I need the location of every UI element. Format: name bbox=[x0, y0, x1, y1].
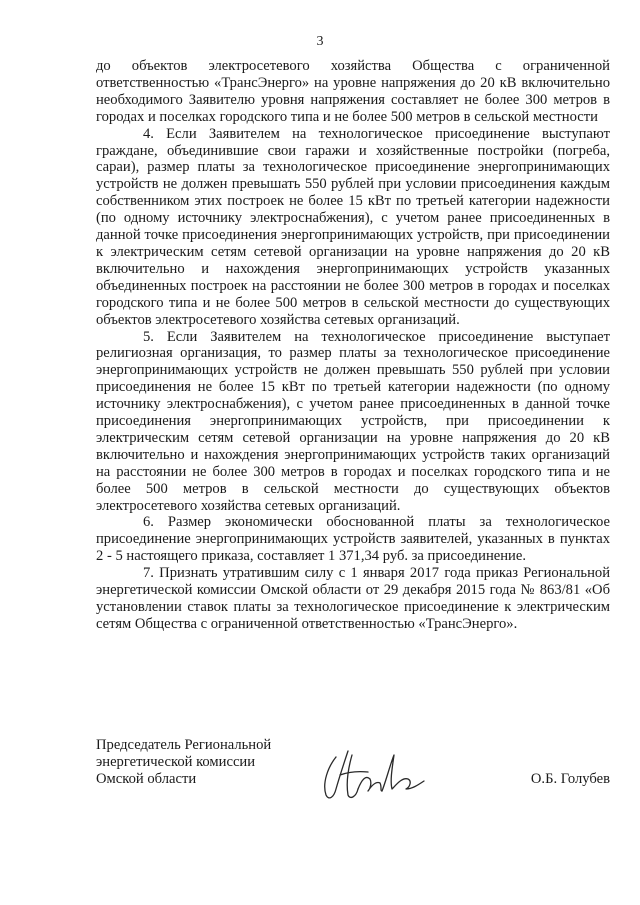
paragraph-5: 5. Если Заявителем на технологическое присоединение выступает религиозная организация, то размер платы за технологическое присоединение энергопринимающих устройств не должен превышать 550 рублей при условии присоединения не более 15 кВт по третьей категории надежности (по одному источнику электроснабжения), с учетом ранее присоединенных в данной точке присоединения энергопринимающих устройств, при присоединении к электрическим сетям сетевой организации на уровне напряжения до 20 кВ включительно и нахождения энергопринимающих устройств таких организаций на расстоянии не более 300 метров в городах и поселках городского типа и не более 500 метров в сельской местности до существующих объектов электросетевого хозяйства сетевых организаций. bbox=[96, 328, 610, 514]
signature-block bbox=[96, 737, 610, 817]
paragraph-6: 6. Размер экономически обоснованной платы за технологическое присоединение энергопринимающих устройств заявителей, указанных в пунктах 2 - 5 настоящего приказа, составляет 1 371,34 руб. за присоединение. bbox=[96, 514, 610, 565]
signer-title bbox=[96, 737, 316, 788]
page-number: 3 bbox=[316, 34, 324, 49]
signer-title-line: энергетической комиссии bbox=[96, 753, 256, 770]
signer-title-line: Председатель Региональной bbox=[96, 737, 272, 753]
document-body bbox=[96, 58, 610, 633]
paragraph-4: 4. Если Заявителем на технологическое присоединение выступают граждане, объединившие свои гаражи и хозяйственные постройки (погреба, сараи), размер платы за технологическое присоединение энергопринимающих устройств не должен превышать 550 рублей при условии присоединения каждым собственником этих построек не более 15 кВт по третьей категории надежности (по одному источнику электроснабжения), с учетом ранее присоединенных в данной точке присоединения энергопринимающих устройств, при присоединении к электрическим сетям сетевой организации на уровне напряжения до 20 кВ включительно и нахождения энергопринимающих устройств указанных объединенных построек на расстоянии не более 300 метров в городах и поселках городского типа и не более 500 метров в сельской местности до существующих объектов электросетевого хозяйства сетевых организаций. bbox=[96, 125, 610, 328]
signer-title-line: Омской области bbox=[96, 770, 197, 787]
handwritten-signature-icon bbox=[318, 745, 428, 805]
paragraph-7: 7. Признать утратившим силу с 1 января 2017 года приказ Региональной энергетической комиссии Омской области от 29 декабря 2015 года № 863/81 «Об установлении ставок платы за технологическое присоединение к электрическим сетям Общества с ограниченной ответственностью «ТрансЭнерго». bbox=[96, 565, 610, 632]
signer-name: О.Б. Голубев bbox=[530, 771, 610, 787]
paragraph-continuation: до объектов электросетевого хозяйства Общества с ограниченной ответственностью «ТрансЭнерго» на уровне напряжения до 20 кВ включительно необходимого Заявителю уровня напряжения составляет не более 300 метров в городах и поселках городского типа и не более 500 метров в сельской местности bbox=[96, 58, 610, 125]
